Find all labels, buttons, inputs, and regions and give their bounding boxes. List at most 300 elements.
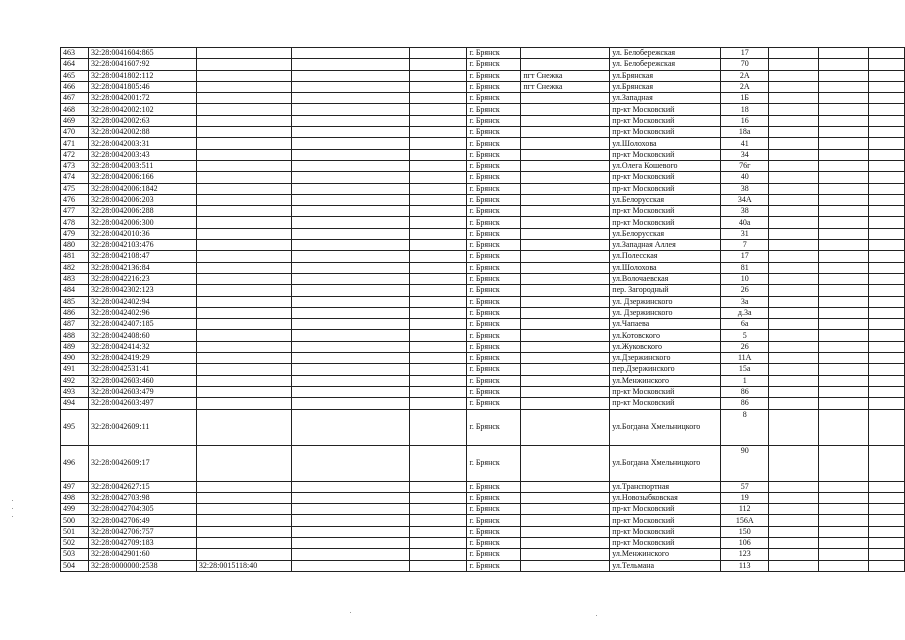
related-cadastral-number: 32:28:0015118:40 — [196, 560, 291, 571]
empty-cell — [409, 206, 467, 217]
empty-cell — [291, 296, 409, 307]
row-number: 501 — [61, 526, 89, 537]
related-cadastral-number — [196, 59, 291, 70]
empty-cell — [291, 194, 409, 205]
cadastral-number: 32:28:0042003:511 — [88, 160, 196, 171]
empty-cell — [769, 138, 819, 149]
empty-cell — [409, 48, 467, 59]
settlement-cell — [521, 59, 610, 70]
settlement-cell — [521, 319, 610, 330]
empty-cell — [868, 183, 904, 194]
settlement-cell — [521, 560, 610, 571]
house-number-cell: 3а — [721, 296, 769, 307]
cadastral-number: 32:28:0042002:102 — [88, 104, 196, 115]
table-row — [61, 330, 905, 341]
row-number: 495 — [61, 409, 89, 445]
row-number: 500 — [61, 515, 89, 526]
house-number-cell: 17 — [721, 48, 769, 59]
cadastral-number: 32:28:0042006:288 — [88, 206, 196, 217]
empty-cell — [769, 194, 819, 205]
city-cell: г. Брянск — [467, 560, 521, 571]
cadastral-number: 32:28:0042407:185 — [88, 319, 196, 330]
table-row — [61, 515, 905, 526]
empty-cell — [819, 183, 869, 194]
city-cell: г. Брянск — [467, 240, 521, 251]
settlement-cell — [521, 353, 610, 364]
empty-cell — [409, 273, 467, 284]
related-cadastral-number — [196, 149, 291, 160]
related-cadastral-number — [196, 70, 291, 81]
city-cell: г. Брянск — [467, 194, 521, 205]
table-row — [61, 93, 905, 104]
house-number-cell: 19 — [721, 492, 769, 503]
empty-cell — [291, 217, 409, 228]
street-cell: ул.Богдана Хмельницкого — [610, 409, 721, 445]
empty-cell — [868, 285, 904, 296]
cadastral-number: 32:28:0041604:865 — [88, 48, 196, 59]
empty-cell — [868, 160, 904, 171]
street-cell: пер.Дзержинского — [610, 364, 721, 375]
cadastral-register-table — [60, 47, 905, 572]
row-number: 502 — [61, 537, 89, 548]
related-cadastral-number — [196, 206, 291, 217]
city-cell: г. Брянск — [467, 273, 521, 284]
empty-cell — [868, 251, 904, 262]
settlement-cell — [521, 138, 610, 149]
empty-cell — [291, 240, 409, 251]
empty-cell — [409, 409, 467, 445]
related-cadastral-number — [196, 240, 291, 251]
city-cell: г. Брянск — [467, 481, 521, 492]
row-number: 481 — [61, 251, 89, 262]
row-number: 476 — [61, 194, 89, 205]
table-row — [61, 251, 905, 262]
cadastral-number: 32:28:0042010:36 — [88, 228, 196, 239]
house-number-cell: 106 — [721, 537, 769, 548]
row-number: 474 — [61, 172, 89, 183]
street-cell: ул.Дзержинского — [610, 353, 721, 364]
street-cell: пр-кт Московский — [610, 526, 721, 537]
row-number: 482 — [61, 262, 89, 273]
house-number-cell: 70 — [721, 59, 769, 70]
empty-cell — [409, 81, 467, 92]
related-cadastral-number — [196, 172, 291, 183]
house-number-cell: д.3а — [721, 307, 769, 318]
street-cell: пр-кт Московский — [610, 172, 721, 183]
table-row — [61, 386, 905, 397]
related-cadastral-number — [196, 445, 291, 481]
settlement-cell — [521, 341, 610, 352]
cadastral-number: 32:28:0042003:43 — [88, 149, 196, 160]
street-cell: пр-кт Московский — [610, 206, 721, 217]
empty-cell — [291, 481, 409, 492]
empty-cell — [819, 217, 869, 228]
related-cadastral-number — [196, 398, 291, 409]
empty-cell — [769, 59, 819, 70]
empty-cell — [291, 341, 409, 352]
city-cell: г. Брянск — [467, 341, 521, 352]
empty-cell — [409, 307, 467, 318]
empty-cell — [868, 560, 904, 571]
street-cell: ул. Дзержинского — [610, 296, 721, 307]
empty-cell — [819, 262, 869, 273]
empty-cell — [868, 492, 904, 503]
empty-cell — [291, 228, 409, 239]
cadastral-number: 32:28:0042531:41 — [88, 364, 196, 375]
empty-cell — [769, 445, 819, 481]
cadastral-number: 32:28:0042901:60 — [88, 549, 196, 560]
table-row — [61, 560, 905, 571]
city-cell: г. Брянск — [467, 386, 521, 397]
related-cadastral-number — [196, 375, 291, 386]
empty-cell — [409, 160, 467, 171]
empty-cell — [291, 115, 409, 126]
empty-cell — [819, 537, 869, 548]
empty-cell — [769, 240, 819, 251]
street-cell: ул. Дзержинского — [610, 307, 721, 318]
empty-cell — [409, 398, 467, 409]
empty-cell — [868, 127, 904, 138]
city-cell: г. Брянск — [467, 492, 521, 503]
row-number: 463 — [61, 48, 89, 59]
street-cell: пр-кт Московский — [610, 386, 721, 397]
table-row — [61, 59, 905, 70]
city-cell: г. Брянск — [467, 504, 521, 515]
cadastral-number: 32:28:0042706:757 — [88, 526, 196, 537]
table-row — [61, 217, 905, 228]
house-number-cell: 5 — [721, 330, 769, 341]
empty-cell — [409, 240, 467, 251]
street-cell: пр-кт Московский — [610, 537, 721, 548]
empty-cell — [868, 409, 904, 445]
empty-cell — [409, 183, 467, 194]
street-cell: пр-кт Московский — [610, 149, 721, 160]
settlement-cell — [521, 206, 610, 217]
empty-cell — [868, 364, 904, 375]
empty-cell — [868, 104, 904, 115]
empty-cell — [409, 262, 467, 273]
empty-cell — [769, 386, 819, 397]
cadastral-number: 32:28:0041607:92 — [88, 59, 196, 70]
empty-cell — [409, 386, 467, 397]
street-cell: пер. Загородный — [610, 285, 721, 296]
related-cadastral-number — [196, 251, 291, 262]
street-cell: ул.Западная Аллея — [610, 240, 721, 251]
row-number: 473 — [61, 160, 89, 171]
empty-cell — [819, 81, 869, 92]
house-number-cell: 7 — [721, 240, 769, 251]
row-number: 469 — [61, 115, 89, 126]
related-cadastral-number — [196, 409, 291, 445]
empty-cell — [868, 330, 904, 341]
related-cadastral-number — [196, 115, 291, 126]
city-cell: г. Брянск — [467, 115, 521, 126]
empty-cell — [769, 285, 819, 296]
house-number-cell: 113 — [721, 560, 769, 571]
empty-cell — [291, 386, 409, 397]
empty-cell — [769, 48, 819, 59]
row-number: 496 — [61, 445, 89, 481]
street-cell: ул.Новозыбковская — [610, 492, 721, 503]
related-cadastral-number — [196, 93, 291, 104]
empty-cell — [291, 445, 409, 481]
street-cell: пр-кт Московский — [610, 515, 721, 526]
empty-cell — [819, 138, 869, 149]
city-cell: г. Брянск — [467, 183, 521, 194]
cadastral-number: 32:28:0042302:123 — [88, 285, 196, 296]
settlement-cell — [521, 160, 610, 171]
empty-cell — [409, 127, 467, 138]
table-row — [61, 549, 905, 560]
empty-cell — [409, 149, 467, 160]
empty-cell — [409, 515, 467, 526]
related-cadastral-number — [196, 537, 291, 548]
table-row — [61, 273, 905, 284]
table-row — [61, 341, 905, 352]
empty-cell — [291, 59, 409, 70]
city-cell: г. Брянск — [467, 81, 521, 92]
empty-cell — [769, 341, 819, 352]
empty-cell — [291, 251, 409, 262]
empty-cell — [769, 353, 819, 364]
street-cell: ул.Богдана Хмельницкого — [610, 445, 721, 481]
city-cell: г. Брянск — [467, 48, 521, 59]
cadastral-number: 32:28:0042136:84 — [88, 262, 196, 273]
city-cell: г. Брянск — [467, 70, 521, 81]
related-cadastral-number — [196, 386, 291, 397]
empty-cell — [819, 319, 869, 330]
house-number-cell: 38 — [721, 206, 769, 217]
scan-speck — [12, 516, 13, 517]
city-cell: г. Брянск — [467, 375, 521, 386]
cadastral-number: 32:28:0042419:29 — [88, 353, 196, 364]
empty-cell — [291, 183, 409, 194]
table-row — [61, 183, 905, 194]
empty-cell — [868, 386, 904, 397]
settlement-cell: пгт Снежка — [521, 81, 610, 92]
empty-cell — [819, 549, 869, 560]
city-cell: г. Брянск — [467, 364, 521, 375]
house-number-cell: 8 — [721, 409, 769, 445]
cadastral-number: 32:28:0042609:17 — [88, 445, 196, 481]
empty-cell — [819, 409, 869, 445]
cadastral-number: 32:28:0042103:476 — [88, 240, 196, 251]
house-number-cell: 41 — [721, 138, 769, 149]
house-number-cell: 86 — [721, 386, 769, 397]
empty-cell — [819, 307, 869, 318]
empty-cell — [769, 217, 819, 228]
settlement-cell — [521, 217, 610, 228]
empty-cell — [409, 341, 467, 352]
street-cell: ул. Белобережская — [610, 59, 721, 70]
street-cell: пр-кт Московский — [610, 127, 721, 138]
empty-cell — [291, 206, 409, 217]
scan-speck — [12, 500, 13, 501]
cadastral-number: 32:28:0042006:1842 — [88, 183, 196, 194]
empty-cell — [409, 549, 467, 560]
settlement-cell — [521, 149, 610, 160]
table-row — [61, 194, 905, 205]
house-number-cell: 34А — [721, 194, 769, 205]
empty-cell — [819, 228, 869, 239]
city-cell: г. Брянск — [467, 537, 521, 548]
empty-cell — [868, 240, 904, 251]
cadastral-number: 32:28:0042108:47 — [88, 251, 196, 262]
table-row — [61, 537, 905, 548]
row-number: 470 — [61, 127, 89, 138]
empty-cell — [868, 504, 904, 515]
city-cell: г. Брянск — [467, 59, 521, 70]
empty-cell — [769, 307, 819, 318]
house-number-cell: 2А — [721, 81, 769, 92]
city-cell: г. Брянск — [467, 206, 521, 217]
empty-cell — [291, 138, 409, 149]
table-row — [61, 127, 905, 138]
cadastral-number: 32:28:0041805:46 — [88, 81, 196, 92]
house-number-cell: 18 — [721, 104, 769, 115]
empty-cell — [769, 398, 819, 409]
empty-cell — [819, 398, 869, 409]
street-cell: ул.Шолохова — [610, 138, 721, 149]
settlement-cell — [521, 273, 610, 284]
related-cadastral-number — [196, 160, 291, 171]
empty-cell — [409, 492, 467, 503]
cadastral-number: 32:28:0042003:31 — [88, 138, 196, 149]
settlement-cell — [521, 307, 610, 318]
city-cell: г. Брянск — [467, 228, 521, 239]
house-number-cell: 18а — [721, 127, 769, 138]
empty-cell — [769, 127, 819, 138]
city-cell: г. Брянск — [467, 172, 521, 183]
city-cell: г. Брянск — [467, 515, 521, 526]
empty-cell — [819, 296, 869, 307]
empty-cell — [769, 515, 819, 526]
row-number: 498 — [61, 492, 89, 503]
street-cell: ул. Белобережская — [610, 48, 721, 59]
empty-cell — [769, 364, 819, 375]
table-row — [61, 319, 905, 330]
row-number: 490 — [61, 353, 89, 364]
empty-cell — [769, 481, 819, 492]
empty-cell — [769, 70, 819, 81]
empty-cell — [409, 560, 467, 571]
empty-cell — [769, 228, 819, 239]
empty-cell — [291, 104, 409, 115]
street-cell: ул.Шолохова — [610, 262, 721, 273]
empty-cell — [868, 262, 904, 273]
empty-cell — [868, 115, 904, 126]
empty-cell — [409, 138, 467, 149]
row-number: 504 — [61, 560, 89, 571]
table-row — [61, 70, 905, 81]
empty-cell — [868, 81, 904, 92]
street-cell: ул.Западная — [610, 93, 721, 104]
cadastral-number: 32:28:0042002:63 — [88, 115, 196, 126]
empty-cell — [409, 115, 467, 126]
empty-cell — [819, 515, 869, 526]
street-cell: ул.Белорусская — [610, 228, 721, 239]
house-number-cell: 15а — [721, 364, 769, 375]
empty-cell — [819, 149, 869, 160]
empty-cell — [819, 115, 869, 126]
table-row — [61, 172, 905, 183]
settlement-cell — [521, 104, 610, 115]
empty-cell — [868, 93, 904, 104]
house-number-cell: 38 — [721, 183, 769, 194]
cadastral-number: 32:28:0042603:497 — [88, 398, 196, 409]
empty-cell — [769, 537, 819, 548]
related-cadastral-number — [196, 228, 291, 239]
cadastral-number: 32:28:0042609:11 — [88, 409, 196, 445]
related-cadastral-number — [196, 364, 291, 375]
empty-cell — [868, 319, 904, 330]
table-row — [61, 409, 905, 445]
table-row — [61, 48, 905, 59]
house-number-cell: 1Б — [721, 93, 769, 104]
related-cadastral-number — [196, 285, 291, 296]
settlement-cell — [521, 515, 610, 526]
settlement-cell — [521, 194, 610, 205]
table-row — [61, 296, 905, 307]
empty-cell — [291, 93, 409, 104]
empty-cell — [819, 127, 869, 138]
house-number-cell: 31 — [721, 228, 769, 239]
row-number: 465 — [61, 70, 89, 81]
related-cadastral-number — [196, 138, 291, 149]
empty-cell — [769, 492, 819, 503]
row-number: 485 — [61, 296, 89, 307]
empty-cell — [868, 59, 904, 70]
empty-cell — [819, 206, 869, 217]
house-number-cell: 123 — [721, 549, 769, 560]
row-number: 484 — [61, 285, 89, 296]
row-number: 475 — [61, 183, 89, 194]
settlement-cell — [521, 492, 610, 503]
empty-cell — [868, 445, 904, 481]
settlement-cell — [521, 330, 610, 341]
empty-cell — [409, 194, 467, 205]
house-number-cell: 156А — [721, 515, 769, 526]
cadastral-number: 32:28:0042408:60 — [88, 330, 196, 341]
empty-cell — [868, 228, 904, 239]
empty-cell — [819, 364, 869, 375]
empty-cell — [819, 386, 869, 397]
city-cell: г. Брянск — [467, 127, 521, 138]
empty-cell — [769, 149, 819, 160]
street-cell: ул.Тельмана — [610, 560, 721, 571]
related-cadastral-number — [196, 296, 291, 307]
cadastral-number: 32:28:0042709:183 — [88, 537, 196, 548]
empty-cell — [868, 149, 904, 160]
house-number-cell: 17 — [721, 251, 769, 262]
empty-cell — [409, 445, 467, 481]
empty-cell — [769, 206, 819, 217]
empty-cell — [291, 285, 409, 296]
empty-cell — [291, 70, 409, 81]
house-number-cell: 90 — [721, 445, 769, 481]
house-number-cell: 26 — [721, 341, 769, 352]
table-row — [61, 364, 905, 375]
empty-cell — [819, 285, 869, 296]
empty-cell — [409, 217, 467, 228]
empty-cell — [291, 560, 409, 571]
cadastral-number: 32:28:0042627:15 — [88, 481, 196, 492]
city-cell: г. Брянск — [467, 307, 521, 318]
street-cell: пр-кт Московский — [610, 104, 721, 115]
empty-cell — [769, 409, 819, 445]
empty-cell — [819, 104, 869, 115]
empty-cell — [819, 70, 869, 81]
